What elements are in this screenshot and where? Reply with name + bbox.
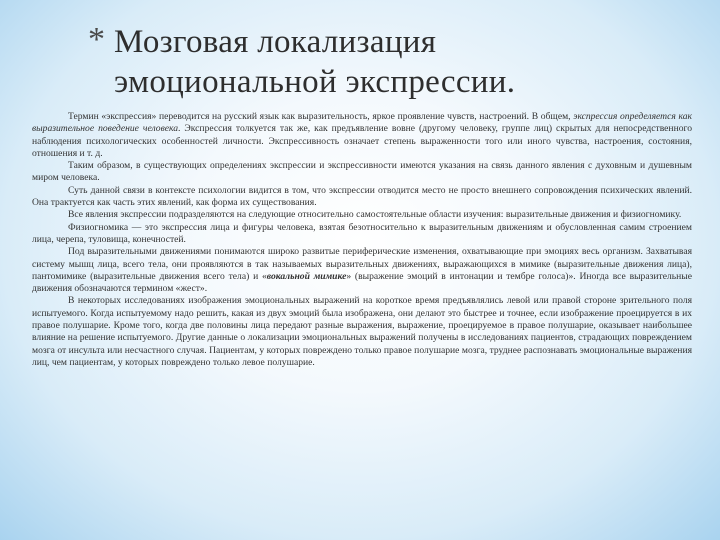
- paragraph-1: [32, 111, 692, 160]
- title-line-1: Мозговая локализация: [114, 24, 437, 60]
- paragraph-3: Суть данной связи в контексте психологии видится в том, что экспрессии отводится место не просто внешнего сопровождения психических явлений. Она трактуется как часть этих явлений, как форма их существования.: [32, 184, 692, 209]
- paragraph-6-part-c: » (выражение эмоций в интонации и тембре голоса)». Иногда все выразительные движения обозначаются термином «жест».: [32, 270, 692, 295]
- paragraph-1-italic: экспрессия определяется как выразительное поведение человека: [32, 111, 693, 135]
- title-line-2: эмоциональной экспрессии.: [114, 64, 516, 100]
- paragraph-6: [32, 246, 692, 295]
- title-bullet: *: [88, 21, 105, 58]
- paragraph-6-part-a: Под выразительными движениями понимаются широко развитые периферические изменения, охватывающие при эмоциях весь организм. Захватывая систему мышц лица, всего тела, они проявляются в так называемых выразительных движениях, выражающихся в мимике (выразительные движения лица), пантомимике (выразительные движения всего тела) и «: [32, 246, 692, 282]
- paragraph-7: В некоторых исследованиях изображения эмоциональных выражений на короткое время предъявлялись левой или правой стороне зрительного поля испытуемого. Когда испытуемому надо решить, какая из двух эмоций была изображена, они делают это быстрее и точнее, если изображение проецируется в их правое полушарие. Кроме того, когда две половины лица передают разные выражения, выражение, проецируемое в правое полушарие, оказывает наибольшее влияние на решение испытуемого. Другие данные о локализации эмоциональных выражений получены в исследованиях пациентов, страдающих повреждением мозга от инсульта или несчастного случая. Пациентам, у которых повреждено только правое полушарие мозга, труднее распознавать эмоциональные выражения лиц, чем пациентам, у которых повреждено только левое полушарие.: [32, 295, 692, 368]
- body-text: [32, 111, 692, 369]
- paragraph-6-italic: вокальной мимике: [266, 270, 347, 282]
- paragraph-1-part-a: Термин «экспрессия» переводится на русский язык как выразительность, яркое проявление чувств, настроений. В общем,: [68, 111, 574, 122]
- title-block: [88, 22, 688, 102]
- paragraph-5: Физиогномика — это экспрессия лица и фигуры человека, взятая безотносительно к выразительным движениям и обусловленная самим строением лица, черепа, туловища, конечностей.: [32, 221, 692, 245]
- paragraph-4: Все явления экспрессии подразделяются на следующие относительно самостоятельные области изучения: выразительные движения и физиогномику.: [68, 209, 682, 221]
- paragraph-1-part-c: . Экспрессия толкуется так же, как предъявление вовне (другому человеку, группе лиц) скрытых для непосредственного наблюдения психологических особенностей личности. Экспрессивность означает степень выраженности того или иного чувства, настроения, состояния, отношения и т. д.: [32, 123, 692, 159]
- paragraph-2: Таким образом, в существующих определениях экспрессии и экспрессивности имеются указания на связь данного явления с духовным и душевным миром человека.: [32, 160, 692, 184]
